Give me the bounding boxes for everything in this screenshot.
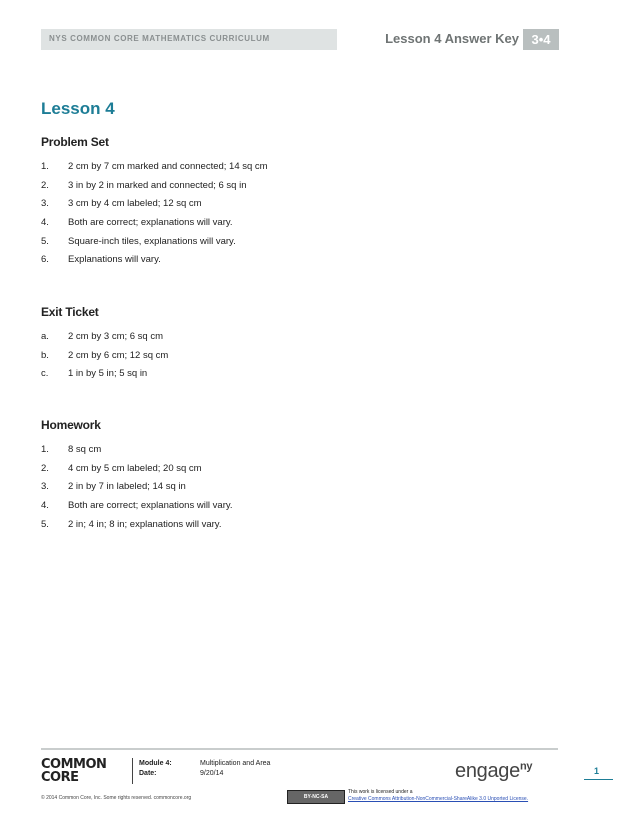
item-number: 3.: [41, 481, 49, 492]
date-value: 9/20/14: [200, 770, 224, 777]
answer-key-banner: [341, 29, 559, 50]
item-text: Explanations will vary.: [68, 254, 161, 265]
item-number: 2.: [41, 180, 49, 191]
item-text: 2 cm by 6 cm; 12 sq cm: [68, 350, 169, 361]
answer-key-title: Lesson 4 Answer Key: [385, 31, 519, 46]
item-text: 2 in; 4 in; 8 in; explanations will vary.: [68, 519, 222, 530]
footer-divider: [41, 748, 558, 750]
item-text: 2 cm by 3 cm; 6 sq cm: [68, 331, 164, 342]
section-title-problem-set: Problem Set: [41, 135, 109, 149]
lesson-title: Lesson 4: [41, 99, 115, 118]
item-text: 4 cm by 5 cm labeled; 20 sq cm: [68, 463, 202, 474]
curriculum-banner: [41, 29, 337, 50]
item-number: 2.: [41, 463, 49, 474]
item-number: 4.: [41, 217, 49, 228]
item-number: 5.: [41, 519, 49, 530]
common-core-logo: [41, 758, 121, 784]
item-text: Both are correct; explanations will vary.: [68, 500, 233, 511]
item-number: 4.: [41, 500, 49, 511]
item-number: c.: [41, 368, 49, 379]
page-number: 1: [594, 766, 600, 776]
engage-text: engage: [455, 760, 520, 782]
section-title-exit-ticket: Exit Ticket: [41, 305, 99, 319]
page-header: [41, 29, 558, 50]
engageny-logo: [455, 760, 532, 783]
creative-commons-icon[interactable]: [287, 790, 345, 804]
cc-badge-label: BY-NC-SA: [303, 794, 329, 800]
section-title-homework: Homework: [41, 418, 101, 432]
date-label: Date:: [139, 770, 157, 777]
module-value: Multiplication and Area: [200, 760, 271, 767]
curriculum-name: NYS COMMON CORE MATHEMATICS CURRICULUM: [49, 34, 270, 43]
footer-vertical-divider: [132, 758, 133, 784]
item-number: b.: [41, 350, 49, 361]
license-text: This work is licensed under a: [348, 789, 413, 795]
item-number: 5.: [41, 236, 49, 247]
item-text: 3 in by 2 in marked and connected; 6 sq in: [68, 180, 247, 191]
item-number: 6.: [41, 254, 49, 265]
item-number: 1.: [41, 161, 49, 172]
module-label: Module 4:: [139, 760, 172, 767]
item-text: 8 sq cm: [68, 444, 102, 455]
item-text: 2 cm by 7 cm marked and connected; 14 sq cm: [68, 161, 268, 172]
item-text: Square-inch tiles, explanations will vary.: [68, 236, 236, 247]
page-number-underline: [584, 779, 613, 780]
copyright-notice: © 2014 Common Core, Inc. Some rights reserved. commoncore.org: [41, 795, 192, 801]
item-text: 1 in by 5 in; 5 sq in: [68, 368, 148, 379]
ny-text: ny: [519, 760, 533, 773]
item-number: a.: [41, 331, 49, 342]
logo-line-1: COMMON: [41, 757, 107, 772]
item-number: 3.: [41, 198, 49, 209]
item-text: 2 in by 7 in labeled; 14 sq in: [68, 481, 186, 492]
license-link[interactable]: Creative Commons Attribution-NonCommercial-ShareAlike 3.0 Unported License.: [348, 796, 529, 802]
item-number: 1.: [41, 444, 49, 455]
logo-line-2: CORE: [41, 770, 79, 785]
item-text: Both are correct; explanations will vary.: [68, 217, 233, 228]
grade-module-badge: 3•4: [523, 29, 559, 50]
item-text: 3 cm by 4 cm labeled; 12 sq cm: [68, 198, 202, 209]
